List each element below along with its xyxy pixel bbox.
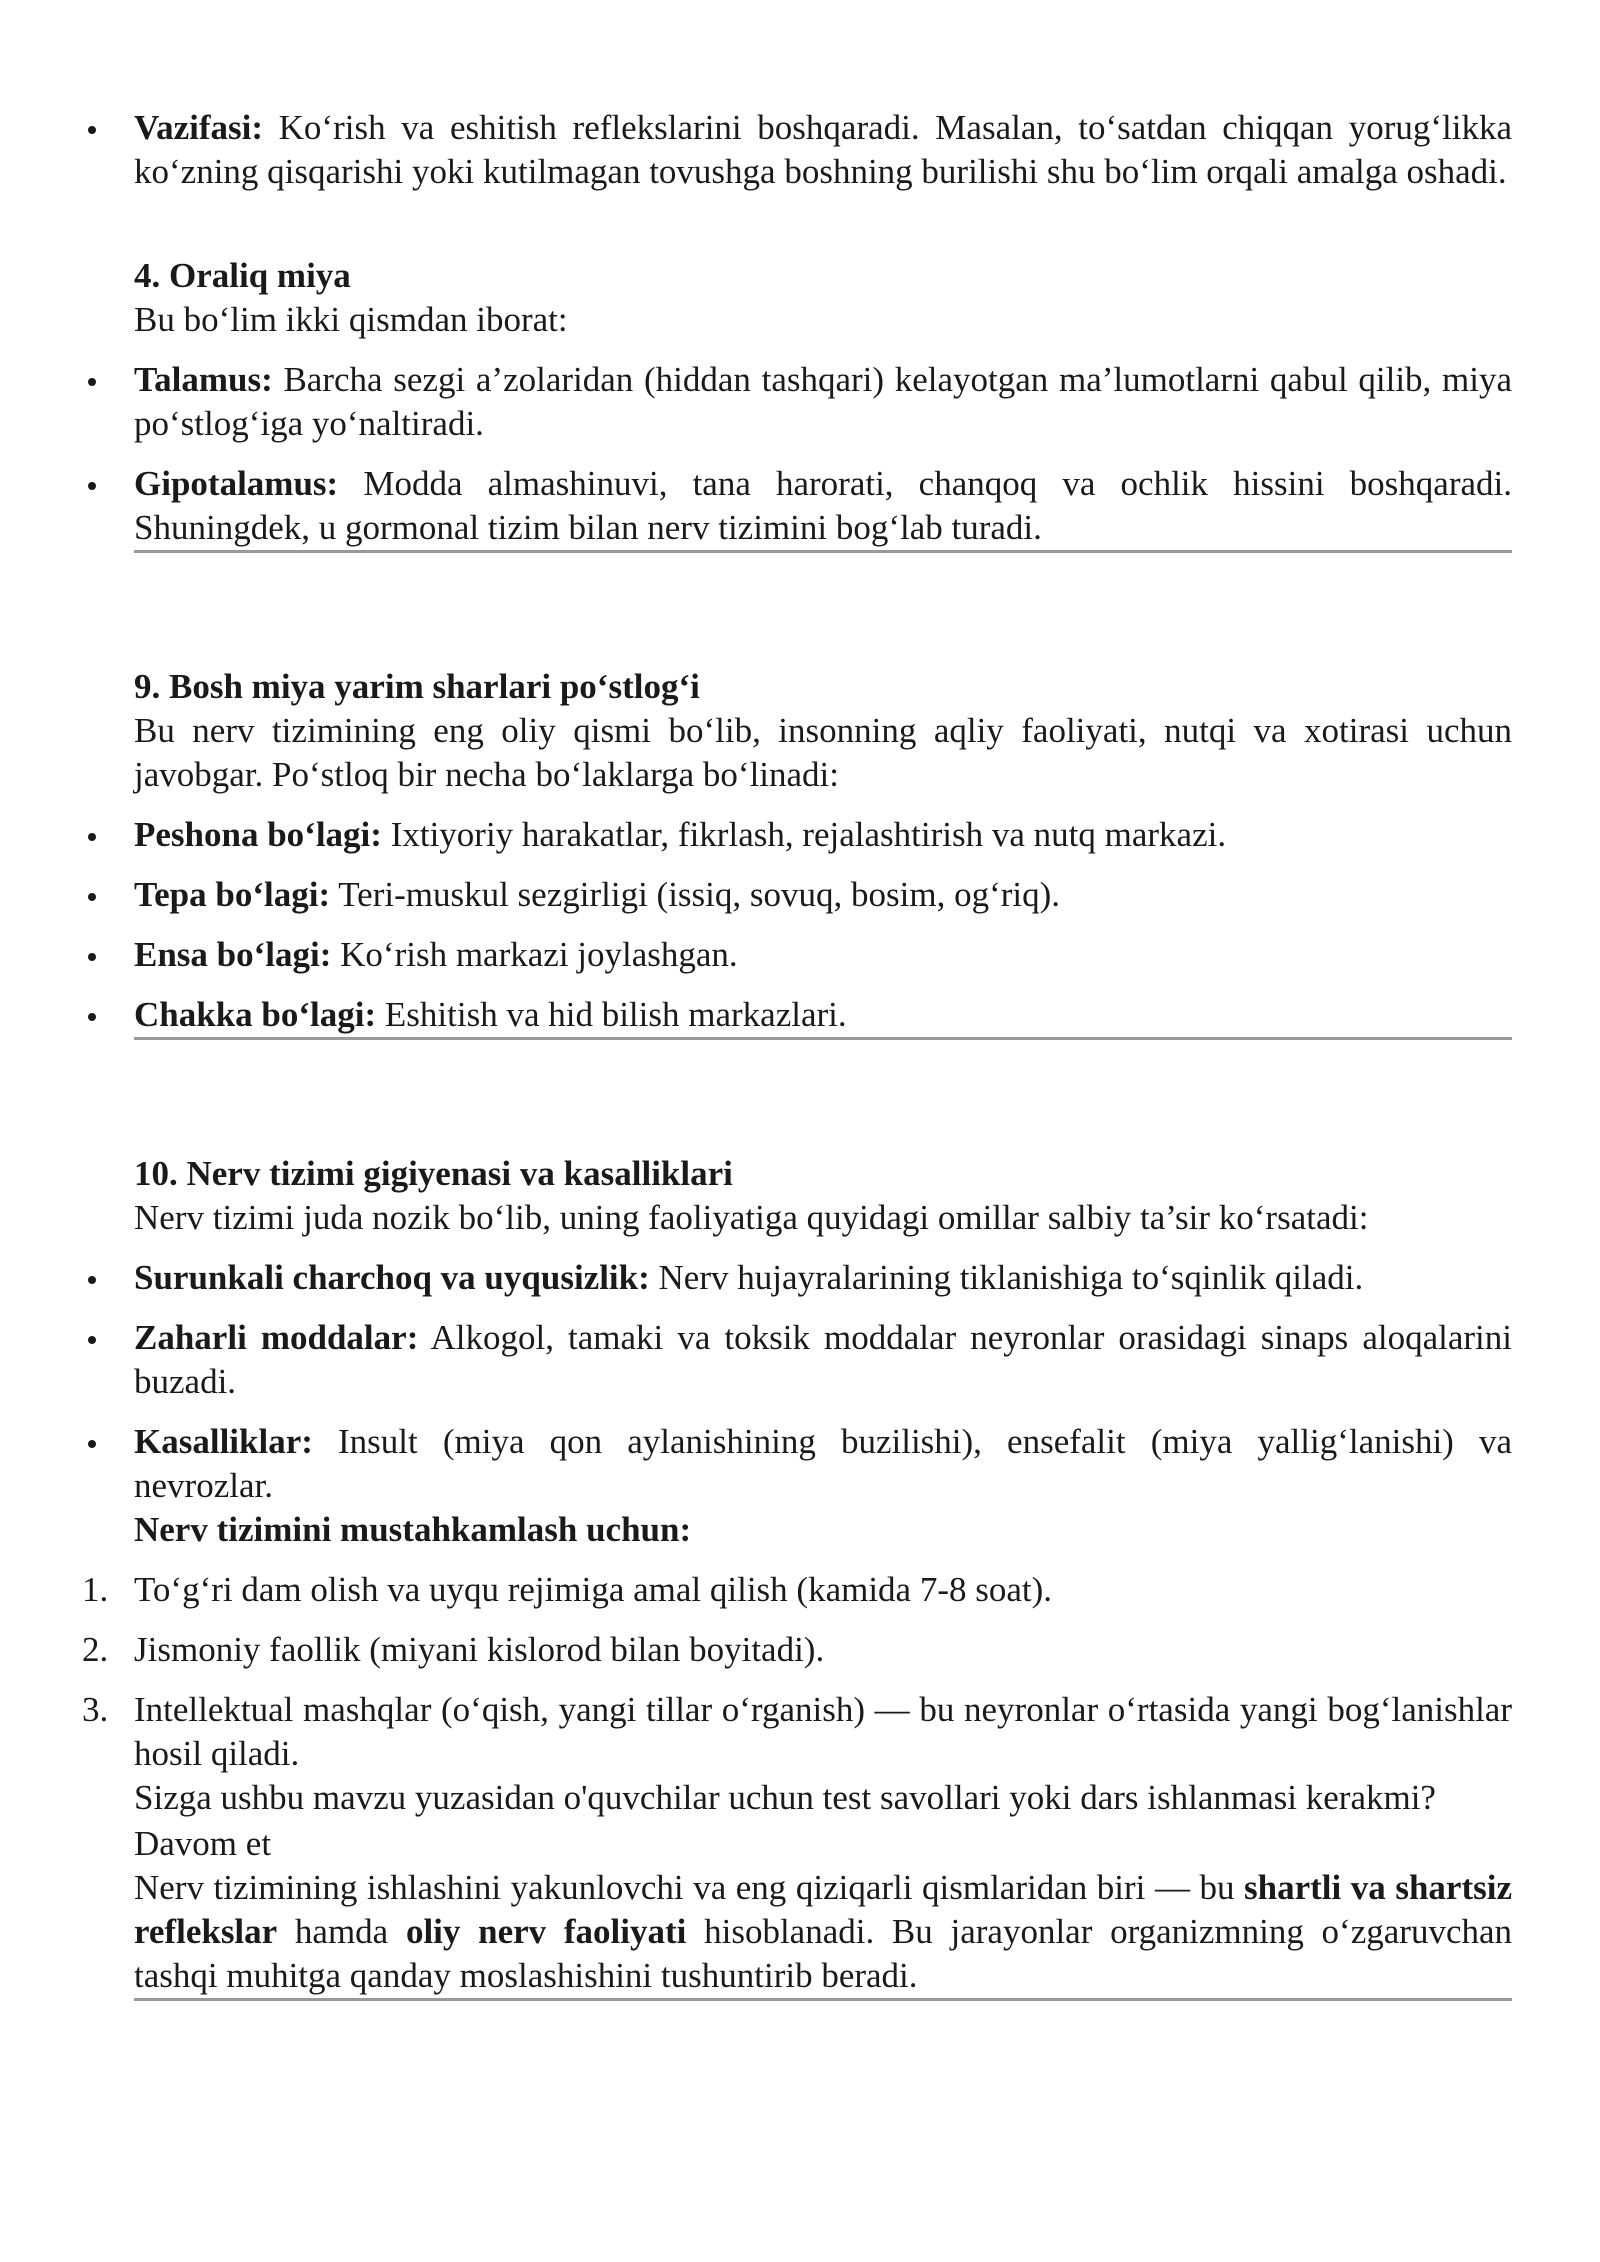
item-text: Ixtiyoriy harakatlar, fikrlash, rejalashtirish va nutq markazi.	[381, 815, 1227, 854]
section-10-list	[134, 1256, 1512, 1552]
closing-paragraph	[134, 1866, 1512, 1998]
section-4-title: 4. Oraliq miya	[134, 256, 351, 295]
item-text: Alkogol, tamaki va toksik moddalar neyronlar orasidagi sinaps aloqalarini buzadi.	[134, 1318, 1512, 1401]
section-9-list	[134, 813, 1512, 1037]
item-text: Insult (miya qon aylanishining buzilishi), ensefalit (miya yallig‘lanishi) va nevrozlar.	[134, 1422, 1512, 1505]
continue-label: Davom et	[134, 1824, 272, 1863]
item-number: 2.	[82, 1630, 109, 1669]
item-number: 3.	[82, 1690, 109, 1729]
list-item	[134, 1316, 1512, 1404]
closing-text: Nerv tizimining ishlashini yakunlovchi va eng qiziqarli qismlaridan biri — bu	[134, 1868, 1245, 1907]
list-item	[134, 106, 1512, 194]
list-item	[134, 933, 1512, 977]
item-text: Ko‘rish va eshitish reflekslarini boshqaradi. Masalan, to‘satdan chiqqan yorug‘likka ko‘zning qisqarishi yoki kutilmagan tovushga boshning burilishi shu bo‘lim orqali amalga oshadi.	[134, 108, 1512, 191]
section-10-intro: Nerv tizimi juda nozik bo‘lib, uning faoliyatiga quyidagi omillar salbiy ta’sir ko‘rsatadi:	[134, 1198, 1369, 1237]
item-text: Teri-muskul sezgirligi (issiq, sovuq, bosim, og‘riq).	[330, 875, 1061, 914]
list-item	[134, 813, 1512, 857]
list-item	[134, 1256, 1512, 1300]
closing-emphasis: shartli va shartsiz reflekslar	[134, 1868, 1512, 1951]
numbered-item	[82, 1568, 1512, 1612]
item-label: Chakka bo‘lagi:	[134, 995, 377, 1034]
item-label: Surunkali charchoq va uyqusizlik:	[134, 1258, 650, 1297]
item-text: Intellektual mashqlar (o‘qish, yangi tillar o‘rganish) — bu neyronlar o‘rtasida yangi bog‘lanishlar hosil qiladi.	[134, 1690, 1512, 1773]
item-label: Zaharli moddalar:	[134, 1318, 419, 1357]
follow-up-question: Sizga ushbu mavzu yuzasidan o'quvchilar uchun test savollari yoki dars ishlanmasi kerakmi?	[134, 1778, 1436, 1817]
section-9-intro: Bu nerv tizimining eng oliy qismi bo‘lib, insonning aqliy faoliyati, nutqi va xotirasi uchun javobgar. Po‘stloq bir necha bo‘laklarga bo‘linadi:	[134, 711, 1512, 794]
item-label: Peshona bo‘lagi:	[134, 815, 382, 854]
item-label: Talamus:	[134, 360, 273, 399]
item-label: Ensa bo‘lagi:	[134, 935, 332, 974]
section-divider	[134, 1998, 1512, 2001]
section-4-intro: Bu bo‘lim ikki qismdan iborat:	[134, 300, 568, 339]
item-text: Modda almashinuvi, tana harorati, chanqoq va ochlik hissini boshqaradi. Shuningdek, u gormonal tizim bilan nerv tizimini bog‘lab turadi.	[134, 464, 1512, 547]
intro-list	[134, 106, 1512, 194]
document-content	[82, 106, 1513, 2001]
item-text: Eshitish va hid bilish markazlari.	[376, 995, 847, 1034]
strengthen-steps	[82, 1568, 1512, 1820]
item-label: Tepa bo‘lagi:	[134, 875, 331, 914]
item-text: Barcha sezgi a’zolaridan (hiddan tashqari) kelayotgan ma’lumotlarni qabul qilib, miya po‘stlog‘iga yo‘naltiradi.	[134, 360, 1512, 443]
numbered-item	[82, 1688, 1512, 1820]
list-item	[134, 993, 1512, 1037]
numbered-item	[82, 1628, 1512, 1672]
list-item	[134, 873, 1512, 917]
section-4-list	[134, 358, 1512, 550]
list-item	[134, 462, 1512, 550]
item-text: Nerv hujayralarining tiklanishiga to‘sqinlik qiladi.	[649, 1258, 1364, 1297]
item-label: Gipotalamus:	[134, 464, 339, 503]
list-item	[134, 358, 1512, 446]
item-label: Kasalliklar:	[134, 1422, 313, 1461]
closing-emphasis: oliy nerv faoliyati	[405, 1912, 687, 1951]
item-text: Ko‘rish markazi joylashgan.	[331, 935, 738, 974]
item-number: 1.	[82, 1570, 109, 1609]
item-text: To‘g‘ri dam olish va uyqu rejimiga amal qilish (kamida 7-8 soat).	[134, 1570, 1053, 1609]
list-item	[134, 1420, 1512, 1552]
section-10-title: 10. Nerv tizimi gigiyenasi va kasalliklari	[134, 1154, 733, 1193]
closing-text: hisoblanadi. Bu jarayonlar organizmning o‘zgaruvchan tashqi muhitga qanday moslashishini tushuntirib beradi.	[134, 1912, 1513, 1995]
section-9-title: 9. Bosh miya yarim sharlari po‘stlog‘i	[134, 667, 700, 706]
item-text: Jismoniy faollik (miyani kislorod bilan boyitadi).	[134, 1630, 825, 1669]
item-label: Vazifasi:	[134, 108, 263, 147]
strengthen-heading: Nerv tizimini mustahkamlash uchun:	[134, 1510, 692, 1549]
closing-text: hamda	[277, 1912, 406, 1951]
